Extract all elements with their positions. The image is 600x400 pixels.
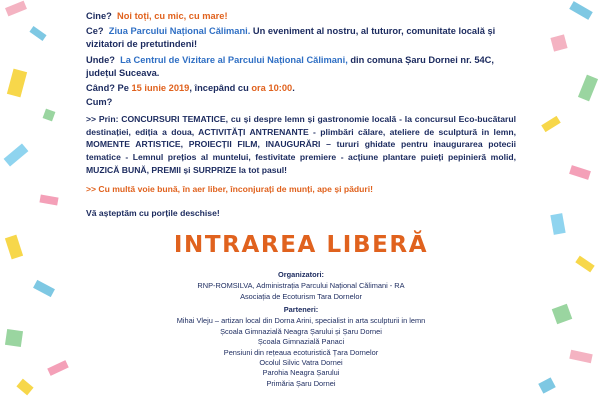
partner-item: Școala Gimnazială Panaci — [257, 337, 345, 347]
label-ce: Ce? — [86, 26, 104, 37]
answer-cand-date: 15 iunie 2019 — [131, 83, 190, 94]
organizer-item: RNP-ROMSILVA, Administrația Parcului Național Călimani - RA — [197, 281, 405, 291]
confetti-decoration — [4, 143, 29, 166]
confetti-decoration — [575, 256, 594, 273]
answer-unde-tail: din comuna Șaru Dornei nr. 54C, județul Suceava. — [86, 54, 494, 78]
confetti-decoration — [5, 235, 23, 260]
answer-cine: Noi toți, cu mic, cu mare! — [117, 11, 228, 21]
confetti-decoration — [47, 360, 69, 376]
line-cand — [86, 82, 516, 95]
organizers-heading: Organizatori: — [278, 269, 324, 279]
free-entry-banner: INTRAREA LIBERĂ — [173, 231, 429, 258]
confetti-decoration — [16, 379, 33, 396]
label-cine: Cine? — [86, 11, 112, 21]
confetti-decoration — [578, 75, 598, 102]
confetti-decoration — [39, 194, 58, 205]
label-cand: Când? — [86, 83, 115, 94]
welcome-text: Vă așteptăm cu porțile deschise! — [86, 207, 220, 218]
confetti-decoration — [569, 165, 591, 180]
closing-paragraph: >> Cu multă voie bună, în aer liber, înconjurați de munți, ape și păduri! — [86, 184, 373, 195]
label-unde: Unde? — [86, 54, 115, 65]
label-cum: Cum? — [86, 97, 113, 108]
line-unde — [86, 54, 516, 80]
confetti-decoration — [550, 34, 567, 51]
confetti-decoration — [29, 26, 46, 41]
activities-paragraph: >> Prin: CONCURSURI TEMATICE, cu și despre lemn și gastronomie locală - la concursul Eco-bucătarul destinației, ediția a doua, ACTIVITĂȚI ANTRENANTE - plimbări călare, ateliere de sculptură in lemn, MOMENTE ARTISTICE, PROIECȚII FILM, INAUGURĂRI – tururi ghidate pentru inaugurarea potecii tematice - Lemnul prețios al muntelui, festivitate premiere - acțiune plantare puieți pepinieră molid, MUZICĂ BUNĂ, PREMII și SURPRIZE la tot pasul! — [86, 114, 516, 175]
poster-content — [86, 10, 516, 389]
cand-mid: , începând cu — [189, 83, 252, 94]
partner-item: Parohia Neagra Șarului — [262, 368, 340, 378]
confetti-decoration — [33, 280, 55, 297]
confetti-decoration — [7, 69, 27, 98]
partners-heading: Parteneri: — [283, 305, 319, 314]
confetti-decoration — [538, 377, 556, 393]
answer-unde: La Centrul de Vizitare al Parcului Național Călimani, — [120, 54, 348, 65]
partner-item: Școala Gimnazială Neagra Șarului și Șaru Dornei — [220, 326, 382, 336]
confetti-decoration — [552, 304, 573, 325]
answer-ce-tail: Un eveniment al nostru, al tuturor, comunitate locală și vizitatori de pretutindeni! — [86, 26, 496, 50]
confetti-decoration — [5, 329, 23, 347]
cand-pre: Pe — [114, 83, 132, 94]
partner-item: Primăria Șaru Dornei — [266, 378, 336, 388]
line-ce — [86, 25, 516, 51]
partner-item: Mihai Vleju – artizan local din Dorna Arini, specialist in arta sculpturii in lemn — [176, 316, 426, 326]
line-cine — [86, 10, 516, 23]
confetti-decoration — [541, 116, 561, 132]
confetti-decoration — [569, 1, 593, 20]
credits-block — [86, 270, 516, 389]
confetti-decoration — [569, 350, 592, 363]
partner-item: Ocolul Silvic Vatra Dornei — [259, 358, 343, 368]
confetti-decoration — [550, 213, 565, 235]
confetti-decoration — [43, 109, 56, 122]
answer-cand-time: ora 10:00 — [251, 83, 293, 94]
confetti-decoration — [5, 1, 27, 17]
organizer-item: Asociația de Ecoturism Tara Dornelor — [240, 291, 362, 301]
partner-item: Pensiuni din rețeaua ecoturistică Țara Dornelor — [223, 347, 379, 357]
cand-tail: . — [292, 83, 295, 94]
answer-ce: Ziua Parcului Național Călimani. — [108, 26, 251, 37]
